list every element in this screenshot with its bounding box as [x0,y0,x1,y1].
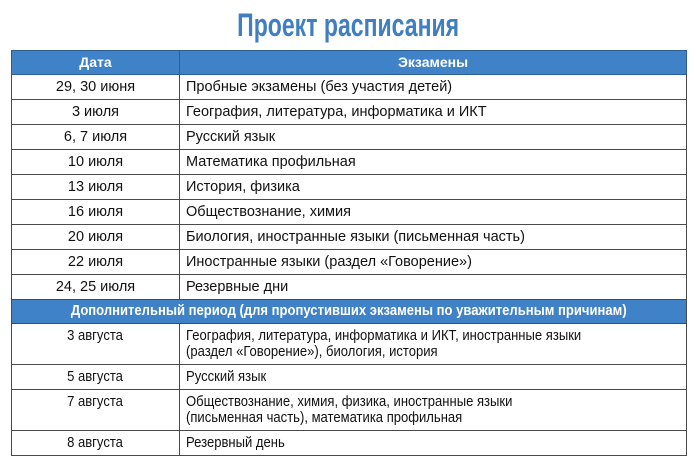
row-date: 20 июля [12,225,180,250]
row-exams [180,324,687,365]
row-date-text: 3 августа [67,328,124,344]
row-exams: Пробные экзамены (без участия детей) [180,75,687,100]
table-header-row [12,51,687,75]
row-date: 29, 30 июня [12,75,180,100]
row-exams-line-1: Обществознание, химия, физика, иностранные языки [186,394,513,410]
section-title-text: Дополнительный период (для пропустивших экзамены по уважительным причинам) [71,303,627,319]
row-date-text: 7 августа [67,394,124,410]
row-exams: Обществознание, химия [180,200,687,225]
header-exams: Экзамены [180,51,687,75]
table-row [12,225,687,250]
row-date [12,431,180,456]
row-date [12,365,180,390]
row-date: 13 июля [12,175,180,200]
row-exams-text [186,394,512,426]
row-exams [180,431,687,456]
row-exams-line-2: (письменная часть), математика профильная [186,410,463,426]
table-row [12,125,687,150]
table-row [12,431,687,456]
row-date: 16 июля [12,200,180,225]
table-row [12,324,687,365]
row-exams-line-1: География, литература, информатика и ИКТ, иностранные языки [186,328,582,344]
row-exams: Иностранные языки (раздел «Говорение») [180,250,687,275]
row-date [12,390,180,431]
row-date-text: 8 августа [67,435,124,451]
table-row [12,250,687,275]
row-date: 24, 25 июля [12,275,180,300]
schedule-table [11,50,687,456]
table-row [12,200,687,225]
table-row [12,150,687,175]
table-row [12,175,687,200]
row-exams: Биология, иностранные языки (письменная часть) [180,225,687,250]
row-exams [180,365,687,390]
row-date: 3 июля [12,100,180,125]
row-date-text: 5 августа [67,369,124,385]
row-exams-text: Русский язык [186,369,267,385]
row-exams: Резервные дни [180,275,687,300]
section-header-row [12,300,687,324]
table-row [12,275,687,300]
page-title-container [0,6,696,46]
row-date: 10 июля [12,150,180,175]
section-title [12,300,687,324]
row-exams: Математика профильная [180,150,687,175]
table-row [12,75,687,100]
page-title: Проект расписания [237,7,459,43]
row-exams-text: Резервный день [186,435,285,451]
table-row [12,390,687,431]
row-date: 22 июля [12,250,180,275]
row-exams: География, литература, информатика и ИКТ [180,100,687,125]
row-exams-line-2: (раздел «Говорение»), биология, история [186,344,438,360]
row-exams [180,390,687,431]
header-date: Дата [12,51,180,75]
row-exams-text [186,328,581,360]
row-exams: История, физика [180,175,687,200]
table-row [12,100,687,125]
row-date [12,324,180,365]
table-row [12,365,687,390]
row-date: 6, 7 июля [12,125,180,150]
row-exams: Русский язык [180,125,687,150]
